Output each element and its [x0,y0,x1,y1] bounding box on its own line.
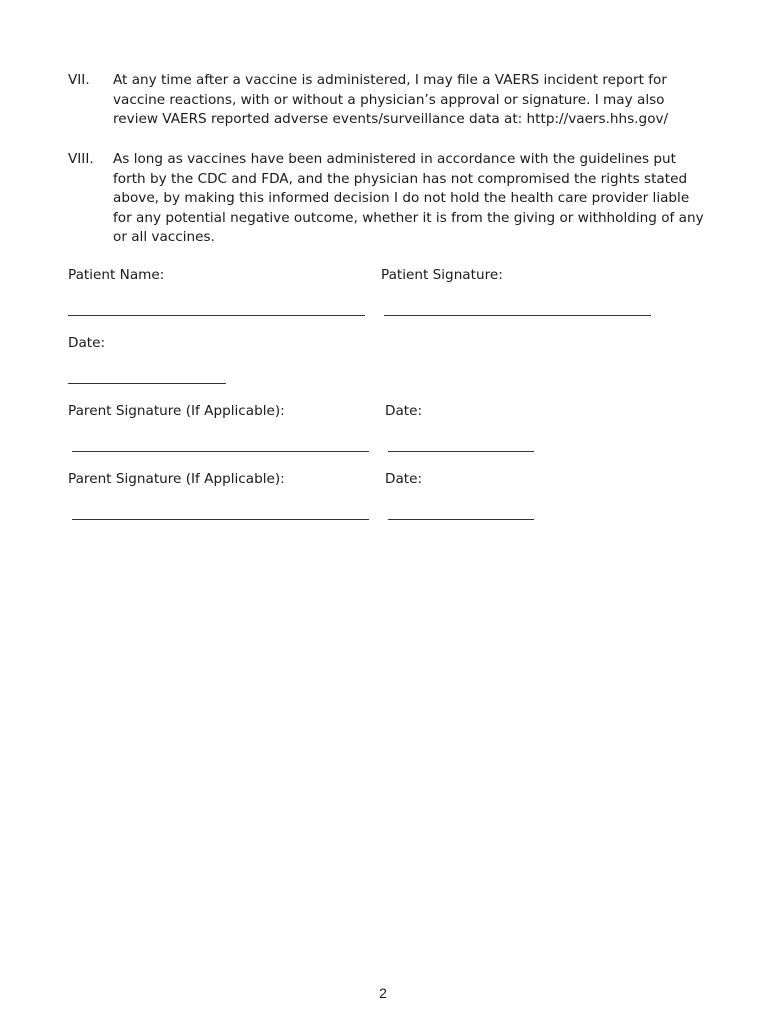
parent-signature-2-line[interactable] [72,519,369,520]
parent-date-1-label: Date: [385,403,423,419]
clause-number: VII. [68,72,90,88]
page-number: 2 [379,985,387,1001]
parent-signature-1-label: Parent Signature (If Applicable): [68,403,285,419]
patient-name-label: Patient Name: [68,267,165,283]
clause-viii [68,150,708,248]
parent-signature-2-label: Parent Signature (If Applicable): [68,471,285,487]
parent-date-2-line[interactable] [388,519,534,520]
patient-signature-label: Patient Signature: [381,267,503,283]
patient-signature-line[interactable] [384,315,651,316]
parent-date-1-line[interactable] [388,451,534,452]
clause-text: As long as vaccines have been administered in accordance with the guidelines put forth by the CDC and FDA, and the physician has not compromised the rights stated above, by making this informed decision I do not hold the health care provider liable for any potential negative outcome, whether it is from the giving or withholding of any or all vaccines. [113,151,704,245]
clause-vii [68,71,708,130]
parent-date-2-label: Date: [385,471,423,487]
clause-number: VIII. [68,151,94,167]
date-line[interactable] [68,383,226,384]
parent-signature-1-line[interactable] [72,451,369,452]
patient-name-line[interactable] [68,315,365,316]
clause-text: At any time after a vaccine is administered, I may file a VAERS incident report for vaccine reactions, with or without a physician’s approval or signature. I may also review VAERS reported adverse events/surveillance data at: http://vaers.hhs.gov/ [113,72,669,127]
date-label: Date: [68,335,106,351]
